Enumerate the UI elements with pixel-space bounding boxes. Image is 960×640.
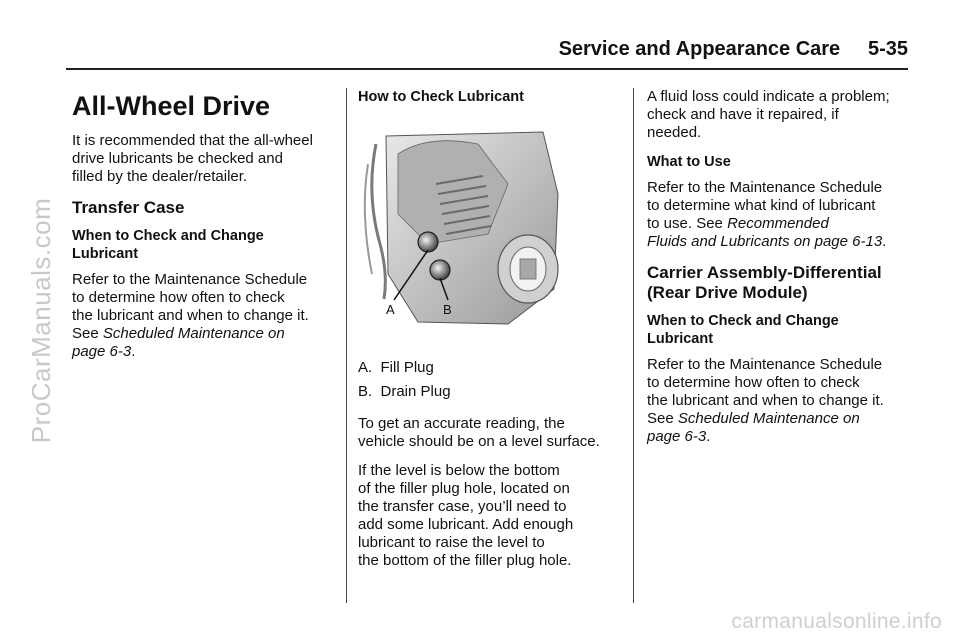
line: To get an accurate reading, the bbox=[358, 415, 565, 432]
add-lubricant-paragraph bbox=[358, 462, 626, 570]
drain-plug-icon bbox=[430, 260, 450, 280]
line: Refer to the Maintenance Schedule bbox=[647, 179, 883, 196]
subheading-when-to-check-2 bbox=[647, 312, 915, 348]
callout-label-a: A bbox=[386, 302, 395, 317]
line: lubricant to raise the level to bbox=[358, 534, 545, 551]
line: add some lubricant. Add enough bbox=[358, 516, 574, 533]
fluid-loss-paragraph bbox=[647, 88, 915, 142]
line: If the level is below the bottom bbox=[358, 462, 560, 479]
accurate-reading-paragraph bbox=[358, 415, 626, 451]
line: Carrier Assembly-Differential bbox=[647, 263, 882, 282]
section-title-transfer-case: Transfer Case bbox=[72, 198, 185, 217]
line: drive lubricants be checked and bbox=[72, 150, 283, 167]
output-flange bbox=[498, 235, 558, 303]
ref-suffix: . bbox=[131, 343, 136, 360]
line: When to Check and Change bbox=[647, 313, 839, 329]
line: filled by the dealer/retailer. bbox=[72, 168, 248, 185]
line: Lubricant bbox=[72, 246, 139, 262]
cross-reference: Scheduled Maintenance on bbox=[677, 410, 860, 427]
ref-suffix: . bbox=[706, 428, 711, 445]
intro-paragraph bbox=[72, 132, 338, 186]
page-header-title: Service and Appearance Care 5-35 bbox=[558, 38, 908, 60]
line: the lubricant and when to change it. bbox=[647, 392, 884, 409]
line: (Rear Drive Module) bbox=[647, 283, 808, 302]
line: of the filler plug hole, located on bbox=[358, 480, 570, 497]
subheading-when-to-check bbox=[72, 227, 338, 263]
section-title-all-wheel-drive: All-Wheel Drive bbox=[72, 91, 271, 121]
ref-suffix: . bbox=[882, 233, 887, 250]
ref-prefix: to use. See bbox=[647, 215, 728, 232]
line: the lubricant and when to change it. bbox=[72, 307, 309, 324]
line: Lubricant bbox=[647, 331, 714, 347]
watermark-left bbox=[12, 20, 72, 620]
watermark-left-text: ProCarManuals.com bbox=[26, 197, 57, 443]
transfer-case-illustration bbox=[358, 124, 568, 344]
line: Refer to the Maintenance Schedule bbox=[72, 271, 308, 288]
cross-reference: Scheduled Maintenance on bbox=[102, 325, 285, 342]
cross-reference-page: page 6-3 bbox=[647, 428, 707, 445]
ref-prefix: See bbox=[647, 410, 678, 427]
line: needed. bbox=[647, 124, 702, 141]
what-to-use-paragraph bbox=[647, 179, 915, 251]
header-rule bbox=[66, 68, 908, 70]
cross-reference-page: page 6-3 bbox=[72, 343, 132, 360]
maintenance-paragraph bbox=[72, 271, 338, 361]
column-3 bbox=[647, 88, 915, 457]
line: vehicle should be on a level surface. bbox=[358, 433, 600, 450]
line: Refer to the Maintenance Schedule bbox=[647, 356, 883, 373]
callout-label-b: B bbox=[443, 302, 452, 317]
legend-drain-plug: B. Drain Plug bbox=[358, 383, 451, 400]
cross-reference-page: Fluids and Lubricants on page 6-13 bbox=[647, 233, 883, 250]
line: to determine what kind of lubricant bbox=[647, 197, 876, 214]
figure-legend bbox=[358, 359, 626, 401]
line: to determine how often to check bbox=[72, 289, 285, 306]
cross-reference: Recommended bbox=[727, 215, 829, 232]
subheading-what-to-use: What to Use bbox=[647, 154, 731, 170]
maintenance-paragraph-2 bbox=[647, 356, 915, 446]
column-divider-1 bbox=[346, 88, 347, 603]
line: When to Check and Change bbox=[72, 228, 264, 244]
subheading-how-to-check: How to Check Lubricant bbox=[358, 89, 524, 105]
watermark-bottom: carmanualsonline.info bbox=[731, 610, 942, 633]
column-2 bbox=[358, 88, 626, 581]
ref-prefix: See bbox=[72, 325, 103, 342]
legend-fill-plug: A. Fill Plug bbox=[358, 359, 434, 376]
line: It is recommended that the all-wheel bbox=[72, 132, 313, 149]
fill-plug-icon bbox=[418, 232, 438, 252]
column-divider-2 bbox=[633, 88, 634, 603]
line: the bottom of the filler plug hole. bbox=[358, 552, 572, 569]
line: check and have it repaired, if bbox=[647, 106, 839, 123]
line: A fluid loss could indicate a problem; bbox=[647, 88, 890, 105]
column-1 bbox=[72, 88, 338, 372]
line: to determine how often to check bbox=[647, 374, 860, 391]
section-title-carrier-assembly bbox=[647, 263, 915, 303]
line: the transfer case, you’ll need to bbox=[358, 498, 567, 515]
